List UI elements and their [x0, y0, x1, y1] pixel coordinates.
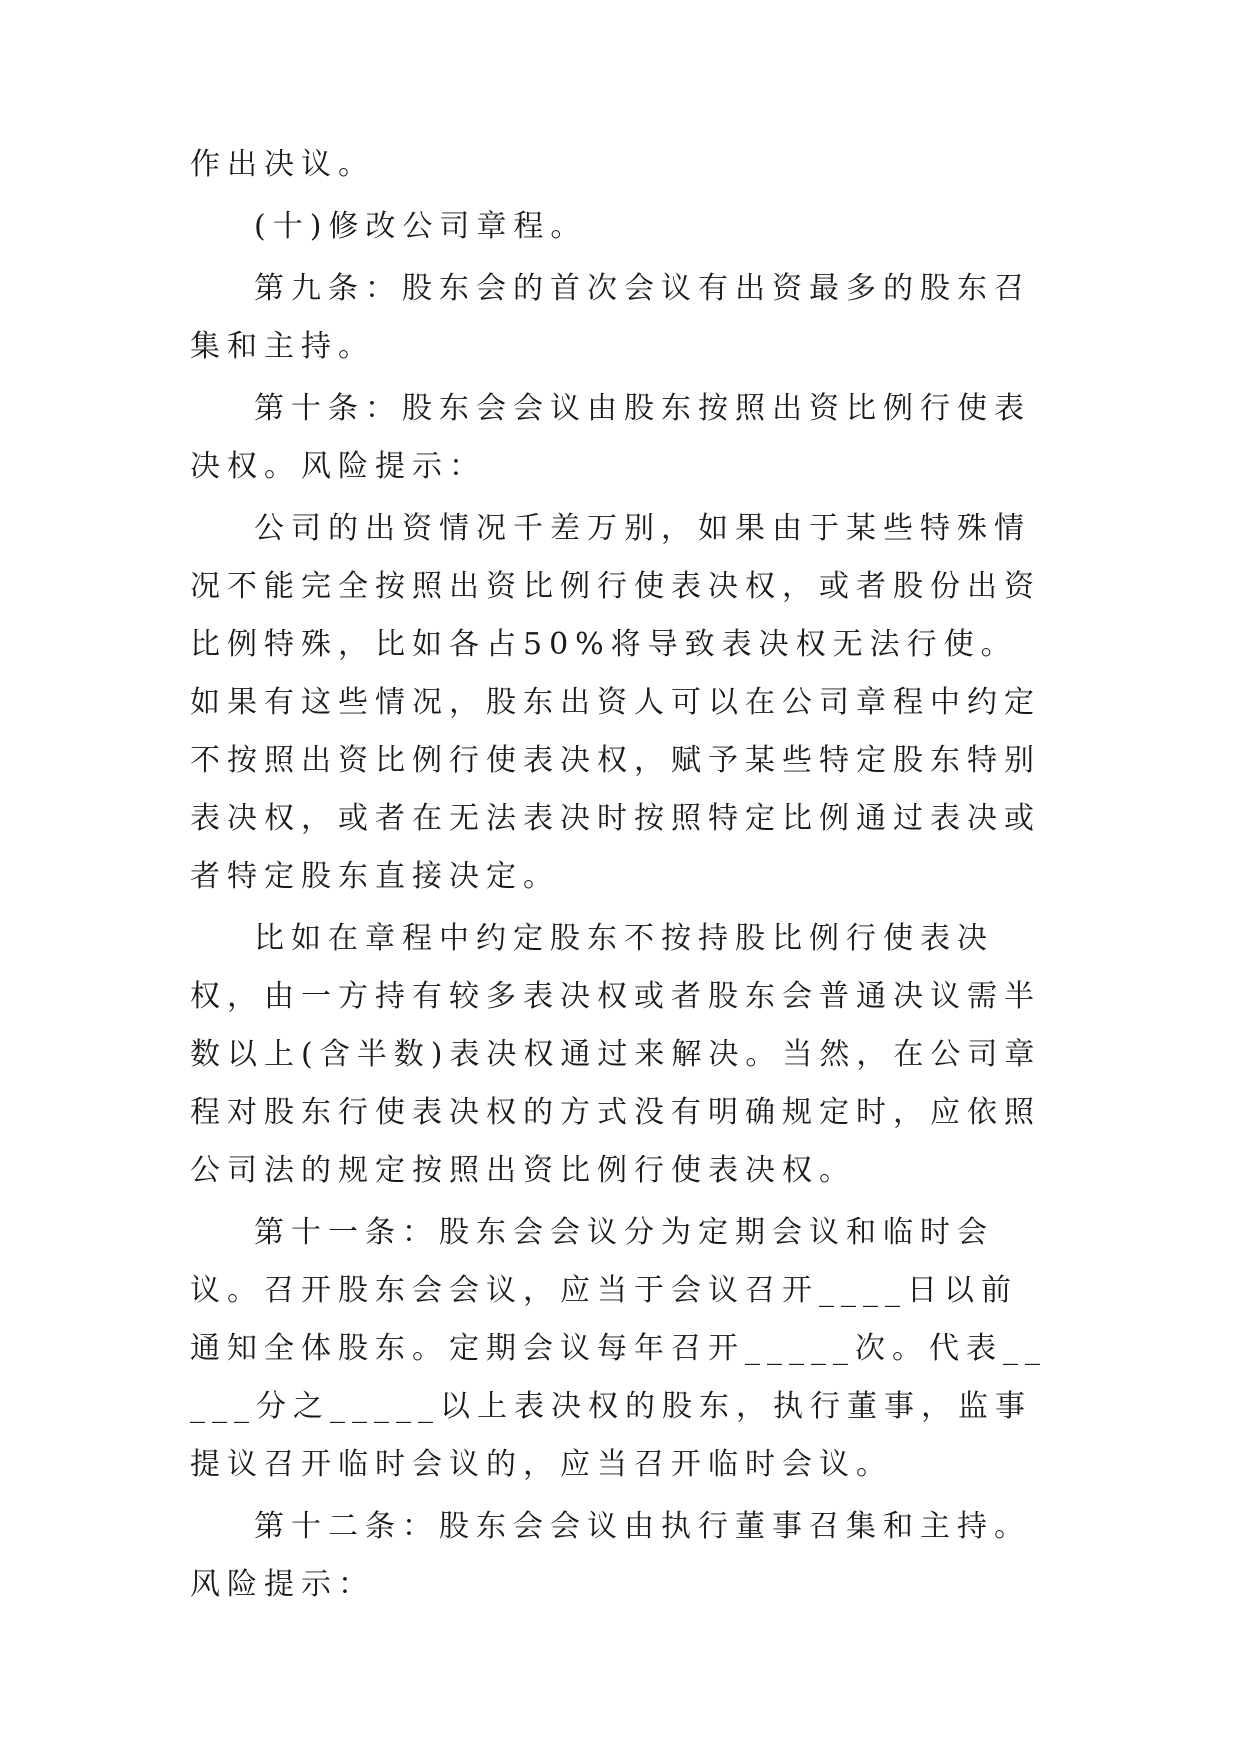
- paragraph-continuation: 作出决议。: [190, 147, 375, 182]
- risk-note-paragraph-2: 比如在章程中约定股东不按持股比例行使表决权，由一方持有较多表决权或者股东会普通决议需半数以上(含半数)表决权通过来解决。当然，在公司章程对股东行使表决权的方式没有明确规定时，应依照公司法的规定按照出资比例行使表决权。: [190, 921, 1042, 1188]
- risk-note-paragraph-1: 公司的出资情况千差万别，如果由于某些特殊情况不能完全按照出资比例行使表决权，或者股份出资比例特殊，比如各占50%将导致表决权无法行使。如果有这些情况，股东出资人可以在公司章程中约定不按照出资比例行使表决权，赋予某些特定股东特别表决权，或者在无法表决时按照特定比例通过表决或者特定股东直接决定。: [190, 511, 1041, 894]
- article-11: 第十一条：股东会会议分为定期会议和临时会议。召开股东会会议，应当于会议召开____日以前通知全体股东。定期会议每年召开_____次。代表_____分之_____以上表决权的股东，执行董事，监事提议召开临时会议的，应当召开临时会议。: [190, 1215, 1047, 1482]
- article-9: 第九条：股东会的首次会议有出资最多的股东召集和主持。: [190, 271, 1031, 364]
- clause-item-10: (十)修改公司章程。: [254, 209, 588, 244]
- article-10: 第十条：股东会会议由股东按照出资比例行使表决权。风险提示：: [190, 391, 1031, 484]
- article-12: 第十二条：股东会会议由执行董事召集和主持。风险提示：: [190, 1509, 1031, 1602]
- document-page: [190, 136, 1050, 1618]
